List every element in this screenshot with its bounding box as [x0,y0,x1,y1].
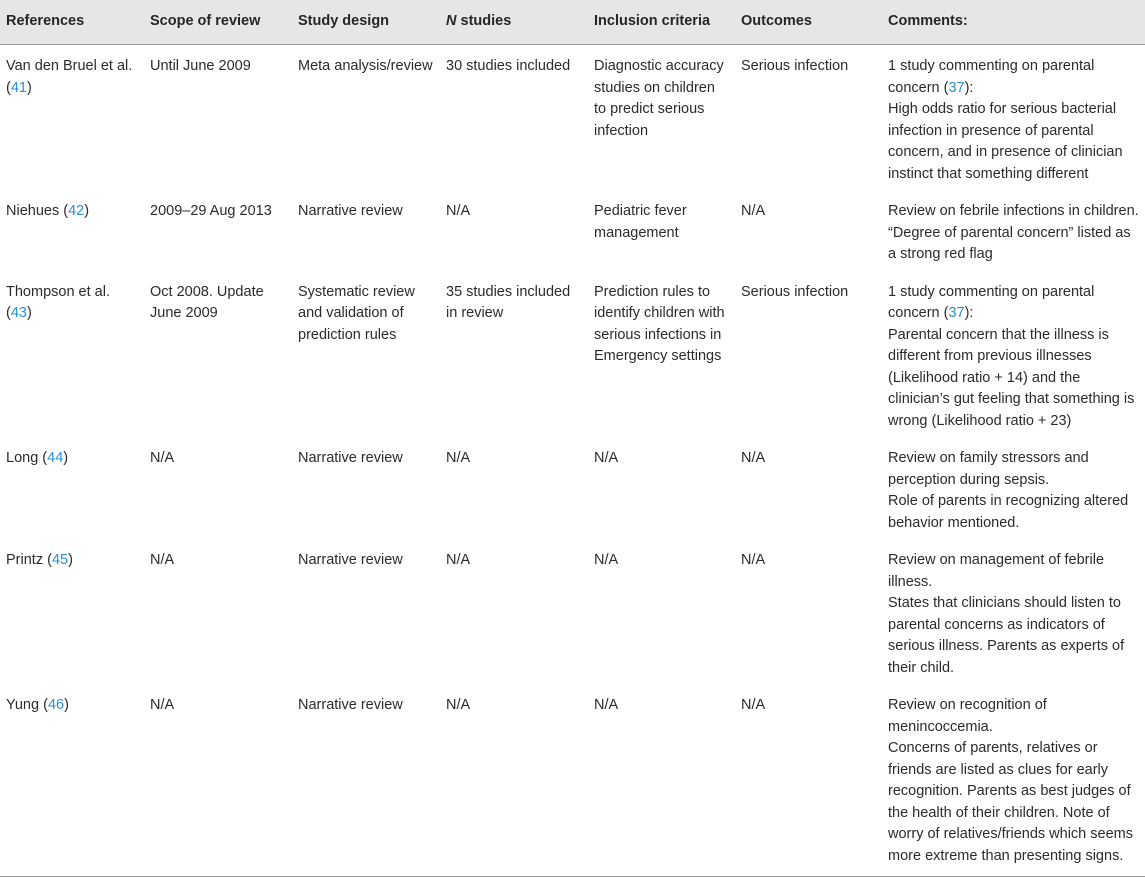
comment-text: “Degree of parental concern” listed as a strong red flag [888,224,1131,262]
scope-cell: N/A [150,552,175,568]
reference-author: Niehues [6,203,60,219]
comment-text: Role of parents in recognizing altered behavior mentioned. [888,493,1129,531]
comment-text: 1 study commenting on parental concern ( [888,58,1095,96]
comment-text: Concerns of parents, relatives or friends are listed as clues for early recognition. Parents as best judges of the health of their children. Note of worry of relatives/friends which seems more extreme than presenting signs. [888,740,1133,864]
design-cell: Narrative review [298,203,403,219]
citation-link[interactable]: 45 [51,552,69,568]
comment-line [888,99,1139,185]
inclusion-cell: Diagnostic accuracy studies on children to predict serious infection [594,58,724,139]
citation-link[interactable]: 43 [10,305,27,321]
reference-author: Van den Bruel et al. [6,58,133,74]
n-studies-cell: 30 studies included [446,58,571,74]
citation-link[interactable]: 37 [948,305,965,321]
outcomes-cell: Serious infection [741,58,849,74]
citation-link[interactable]: 37 [948,79,965,96]
col-header-comments: Comments: [882,0,1145,45]
table-row [0,190,1145,271]
comments-cell [882,190,1145,271]
reference-cell: Niehues (42) [6,203,90,219]
table-row [0,684,1145,877]
inclusion-cell: Pediatric fever management [594,203,687,241]
comment-text: Review on febrile infections in children. [888,203,1139,219]
reference-cell: Long (44) [6,450,69,466]
outcomes-cell: N/A [735,684,882,877]
comment-line [888,56,1139,99]
citation-link[interactable]: 46 [47,697,65,713]
header-row [0,0,1145,45]
scope-cell: 2009–29 Aug 2013 [150,203,272,219]
table-row [0,271,1145,438]
comments-cell [882,539,1145,684]
col-header-references: References [0,0,144,45]
n-studies-cell: N/A [446,552,471,568]
comments-cell [882,437,1145,539]
comment-text: High odds ratio for serious bacterial infection in presence of parental concern, and in presence of clinician instinct that something different [888,101,1123,182]
comment-line [888,550,1139,593]
col-header-outcomes: Outcomes [735,0,882,45]
design-cell: Systematic review and validation of prediction rules [298,283,415,343]
comment-text: Review on management of febrile illness. [888,552,1105,590]
comment-line [888,325,1139,433]
comment-line [888,448,1139,491]
design-cell: Narrative review [298,450,403,466]
comments-cell [882,271,1145,438]
table-row [0,45,1145,191]
n-studies-cell: N/A [446,203,471,219]
scope-cell: Until June 2009 [150,58,251,74]
citation-link[interactable]: 42 [68,203,85,219]
col-header-inclusion: Inclusion criteria [588,0,735,45]
outcomes-cell: Serious infection [741,283,849,300]
inclusion-cell: N/A [588,684,735,877]
reference-author: Thompson et al. [6,283,110,300]
inclusion-cell: N/A [594,552,619,568]
n-studies-cell: N/A [446,450,471,466]
reference-cell: Thompson et al. (43) [6,283,110,321]
scope-cell: N/A [150,450,175,466]
inclusion-cell: N/A [594,450,619,466]
reference-cell: Yung (46) [0,684,144,877]
col-header-n-studies: N studies [440,0,588,45]
comment-text: 1 study commenting on parental concern ( [888,283,1095,321]
inclusion-cell: Prediction rules to identify children with serious infections in Emergency settings [594,283,725,364]
outcomes-cell: N/A [741,552,766,568]
n-studies-cell: N/A [440,684,588,877]
comments-cell [882,684,1145,877]
scope-cell: N/A [144,684,292,877]
comment-suffix: ): [964,305,974,321]
outcomes-cell: N/A [741,203,766,219]
comment-line [888,491,1139,534]
comment-suffix: ): [964,79,974,96]
comment-line [888,593,1139,679]
citation-link[interactable]: 44 [47,450,64,466]
col-header-design: Study design [292,0,440,45]
reference-cell: Printz (45) [6,552,73,568]
comment-line [888,201,1139,223]
comment-line [888,695,1139,738]
table-row [0,437,1145,539]
reference-cell: Van den Bruel et al. (41) [6,58,133,96]
comment-line [888,223,1139,266]
design-cell: Narrative review [298,552,403,568]
comments-cell [882,45,1145,191]
comment-line [888,282,1139,325]
design-cell: Meta analysis/review [298,58,433,74]
comment-text: States that clinicians should listen to parental concerns as indicators of serious illness. Parents as experts of their child. [888,595,1125,676]
comment-line [888,738,1139,867]
comment-text: Parental concern that the illness is different from previous illnesses (Likelihood ratio + 14) and the clinician’s gut feeling that something is wrong (Likelihood ratio + 23) [888,326,1135,429]
n-studies-cell: 35 studies included in review [446,283,571,321]
comment-text: Review on family stressors and perception during sepsis. [888,450,1089,488]
col-header-scope: Scope of review [144,0,292,45]
design-cell: Narrative review [292,684,440,877]
reference-author: Printz [6,552,44,568]
reference-author: Long [6,450,39,466]
outcomes-cell: N/A [741,450,766,466]
reference-author: Yung [6,697,40,713]
scope-cell: Oct 2008. Update June 2009 [150,283,264,321]
comment-text: Review on recognition of menincoccemia. [888,697,1047,735]
table-row [0,539,1145,684]
citation-link[interactable]: 41 [10,79,27,96]
